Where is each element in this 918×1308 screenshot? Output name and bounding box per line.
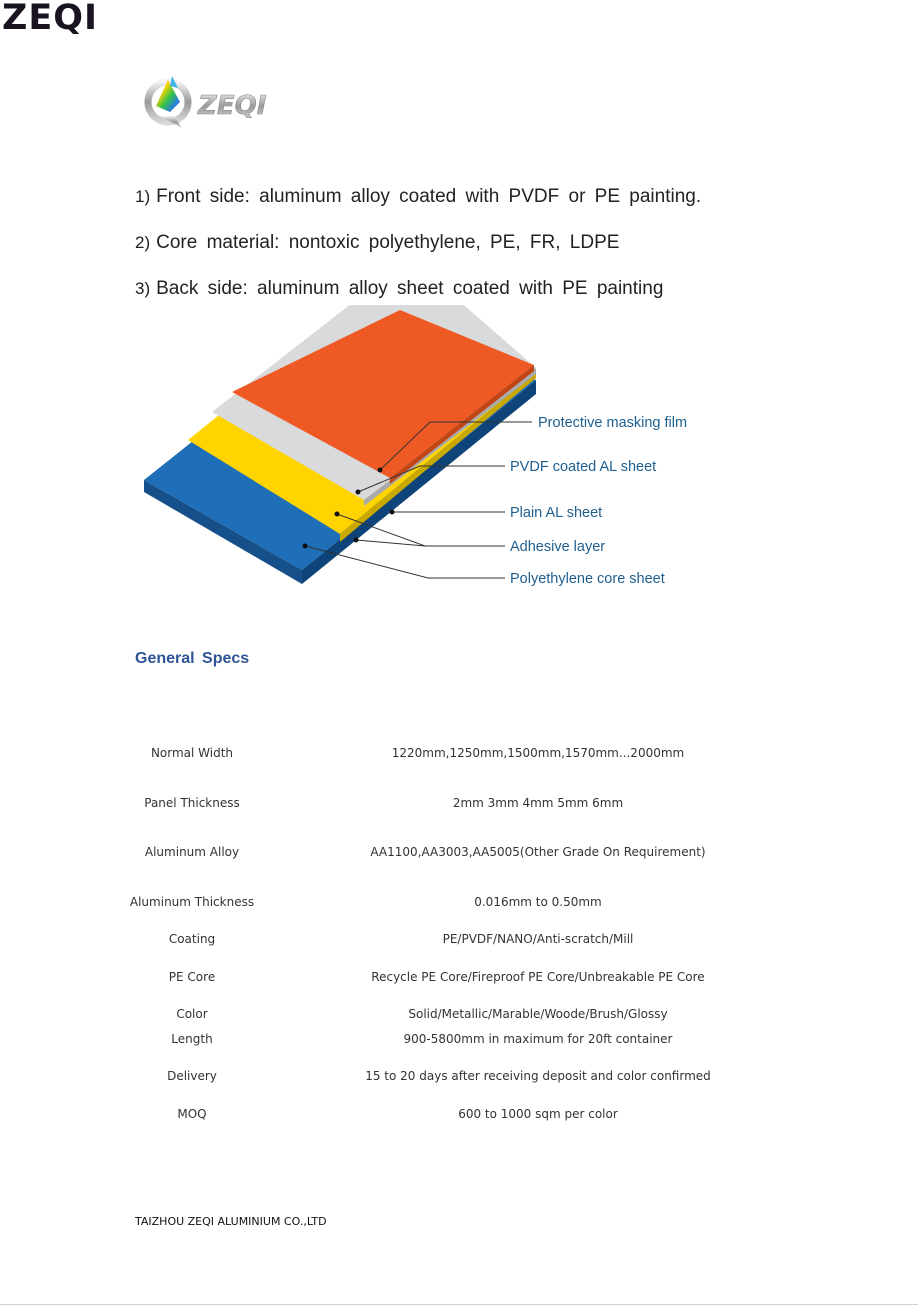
label-plain-al-sheet: Plain AL sheet xyxy=(510,505,603,521)
spec-value: 0.016mm to 0.50mm xyxy=(474,895,602,909)
feature-text: Front side: aluminum alloy coated with PVDF or PE painting. xyxy=(156,186,702,207)
spec-label: Length xyxy=(171,1032,213,1046)
spec-label: Aluminum Thickness xyxy=(129,895,255,909)
label-pvdf-sheet: PVDF coated AL sheet xyxy=(510,459,657,475)
label-masking-film: Protective masking film xyxy=(538,415,688,431)
spec-value: 1220mm,1250mm,1500mm,1570mm...2000mm xyxy=(391,746,685,760)
spec-value: AA1100,AA3003,AA5005(Other Grade On Requirement) xyxy=(370,845,706,859)
spec-label: Normal Width xyxy=(150,746,234,760)
logo-text: ZEQI xyxy=(198,91,267,121)
footer-company: TAIZHOU ZEQI ALUMINIUM CO.,LTD xyxy=(135,1215,327,1228)
panel-layer-diagram xyxy=(138,305,708,590)
feature-text: Back side: aluminum alloy sheet coated with PE painting xyxy=(156,278,664,299)
feature-number: 2) xyxy=(135,233,151,252)
label-core-sheet: Polyethylene core sheet xyxy=(510,571,665,587)
feature-number: 3) xyxy=(135,279,151,298)
spec-value: 900-5800mm in maximum for 20ft container xyxy=(403,1032,673,1046)
spec-value: PE/PVDF/NANO/Anti-scratch/Mill xyxy=(442,932,634,946)
spec-value: Recycle PE Core/Fireproof PE Core/Unbreakable PE Core xyxy=(371,970,705,984)
spec-label: Panel Thickness xyxy=(144,796,240,810)
feature-number: 1) xyxy=(135,187,151,206)
company-logo xyxy=(142,72,274,132)
spec-label: Delivery xyxy=(167,1069,217,1083)
brand-wordmark: ZEQI xyxy=(2,0,99,38)
feature-item xyxy=(135,278,663,300)
feature-item xyxy=(135,186,701,208)
spec-label: Aluminum Alloy xyxy=(144,845,240,859)
spec-value: 600 to 1000 sqm per color xyxy=(458,1107,618,1121)
spec-label: PE Core xyxy=(168,970,216,984)
feature-text: Core material: nontoxic polyethylene, PE, FR, LDPE xyxy=(156,232,620,253)
specs-title: General Specs xyxy=(135,650,250,667)
label-adhesive-layer: Adhesive layer xyxy=(510,539,606,555)
page-bottom-divider xyxy=(0,1304,918,1305)
spec-value: 15 to 20 days after receiving deposit and color confirmed xyxy=(365,1069,711,1083)
spec-value: 2mm 3mm 4mm 5mm 6mm xyxy=(452,796,624,810)
spec-label: Coating xyxy=(168,932,216,946)
spec-value: Solid/Metallic/Marable/Woode/Brush/Glossy xyxy=(408,1007,668,1021)
spec-label: Color xyxy=(176,1007,208,1021)
feature-item xyxy=(135,232,619,254)
spec-label: MOQ xyxy=(177,1107,207,1121)
